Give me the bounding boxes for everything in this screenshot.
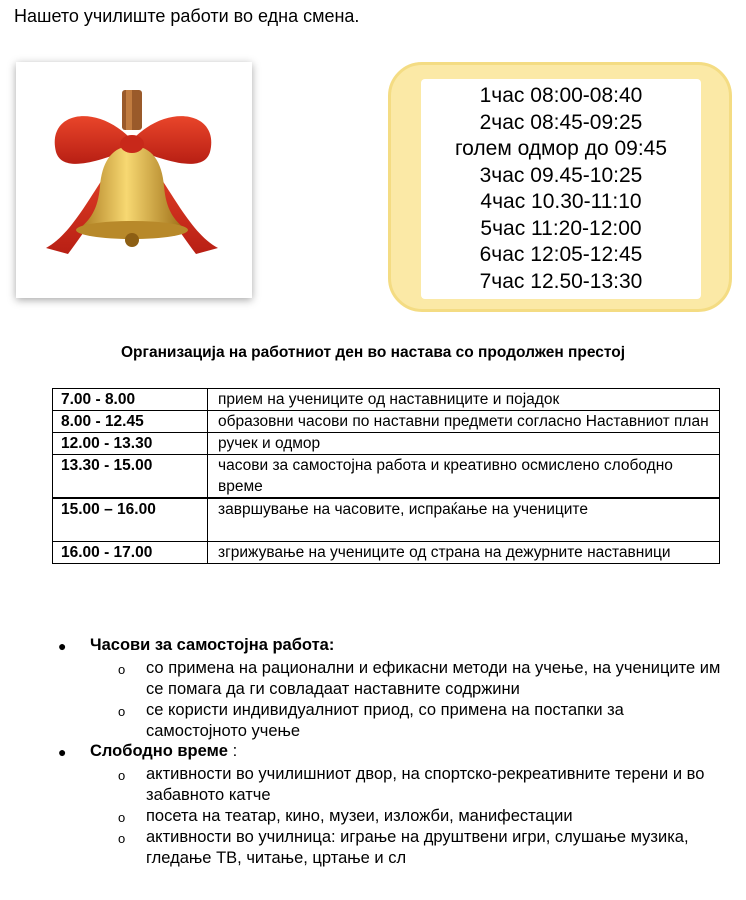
table-row	[53, 411, 720, 433]
table-row	[53, 542, 720, 564]
bullet-icon: ●	[58, 638, 67, 654]
time-cell: 13.30 - 15.00	[53, 455, 208, 499]
activity-cell: ручек и одмор	[208, 433, 720, 455]
bell-schedule-list	[421, 79, 701, 299]
bullet-text: посета на театар, кино, музеи, изложби, манифестации	[146, 807, 573, 825]
table-row	[53, 455, 720, 499]
time-cell: 16.00 - 17.00	[53, 542, 208, 564]
schedule-line: 7час 12.50-13:30	[479, 269, 643, 293]
daily-organization-table	[52, 388, 720, 564]
activity-cell: образовни часови по наставни предмети согласно Наставниот план	[208, 411, 720, 433]
bullet-text: со примена на рационални и ефикасни методи на учење, на учениците им се помага да ги совладаат наставните содржини	[146, 659, 721, 698]
list-item	[0, 764, 746, 806]
bullet-text: активности во училишниот двор, на спортско-рекреативните терени и во забавното катче	[146, 765, 705, 804]
table-row	[53, 389, 720, 411]
bell-schedule-box	[388, 62, 732, 312]
circle-bullet-icon: o	[118, 704, 126, 719]
bullet-heading: Часови за самостојна работа:	[90, 636, 335, 654]
bell-icon	[16, 62, 252, 298]
intro-text: Нашето училиште работи во една смена.	[14, 6, 360, 26]
circle-bullet-icon: o	[118, 831, 126, 846]
time-cell: 15.00 – 16.00	[53, 498, 208, 542]
table-row	[53, 433, 720, 455]
section-title: Организација на работниот ден во настава со продолжен престој	[120, 344, 626, 361]
list-item	[0, 658, 746, 700]
schedule-line: 1час 08:00-08:40	[479, 84, 643, 107]
activity-cell: прием на учениците од наставниците и појадок	[208, 389, 720, 411]
time-cell: 12.00 - 13.30	[53, 433, 208, 455]
bullet-heading-text: Слободно време	[90, 742, 228, 760]
circle-bullet-icon: o	[118, 768, 126, 783]
activity-cell: часови за самостојна работа и креативно осмислено слободно време	[208, 455, 720, 499]
schedule-line: 6час 12:05-12:45	[479, 243, 643, 266]
table-row	[53, 498, 720, 542]
bullet-heading	[90, 742, 237, 761]
bullet-heading-suffix: :	[227, 742, 238, 760]
time-cell: 8.00 - 12.45	[53, 411, 208, 433]
circle-bullet-icon: o	[118, 662, 126, 677]
list-item	[0, 636, 746, 658]
schedule-line: голем одмор до 09:45	[454, 137, 668, 160]
circle-bullet-icon: o	[118, 810, 126, 825]
schedule-line: 3час 09.45-10:25	[479, 163, 643, 187]
schedule-line: 5час 11:20-12:00	[480, 216, 642, 240]
list-item	[0, 827, 746, 869]
bullet-icon: ●	[58, 744, 67, 760]
list-item	[0, 700, 746, 742]
bullet-text: се користи индивидуалниот приод, со примена на постапки за самостојното учење	[146, 701, 624, 740]
bullet-text: активности во училница: играње на друштвени игри, слушање музика, гледање ТВ, читање, цртање и сл	[146, 828, 689, 867]
schedule-line: 4час 10.30-11:10	[480, 190, 642, 213]
time-cell: 7.00 - 8.00	[53, 389, 208, 411]
list-item	[0, 806, 746, 827]
activity-cell: згрижување на учениците од страна на дежурните наставници	[208, 542, 720, 564]
bell-image	[16, 62, 252, 298]
activity-cell: завршување на часовите, испраќање на учениците	[208, 498, 720, 542]
list-item	[0, 742, 746, 764]
activity-bullet-list	[0, 636, 746, 869]
schedule-line: 2час 08:45-09:25	[479, 110, 643, 134]
